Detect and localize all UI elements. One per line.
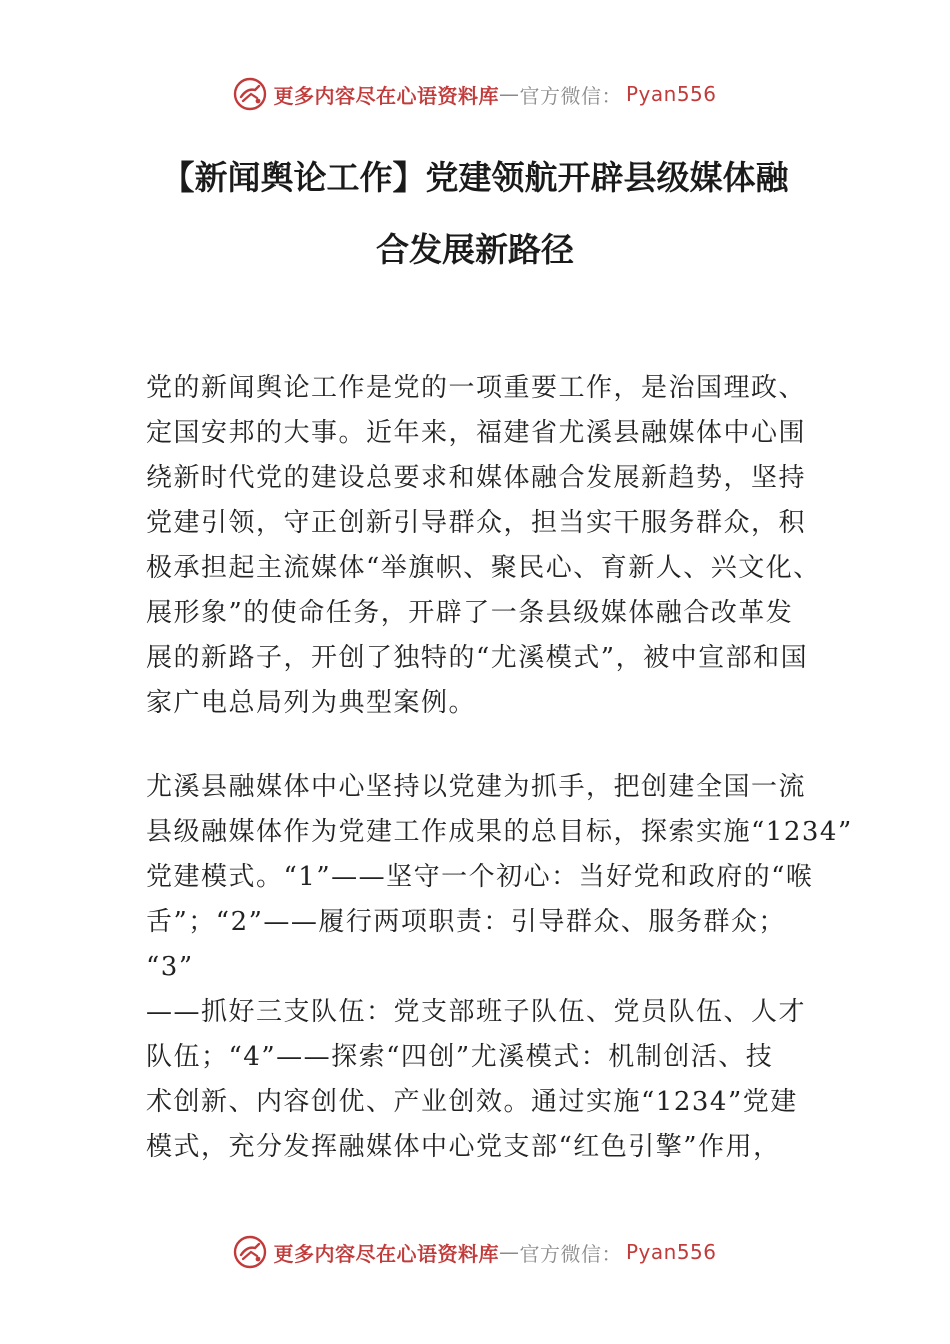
header-banner: [0, 74, 950, 114]
footer-banner: [0, 1232, 950, 1272]
paragraph-line: 家广电总局列为典型案例。: [146, 688, 477, 718]
banner-wechat-label: 官方微信：: [519, 1241, 622, 1266]
banner-wechat-label: 官方微信：: [519, 83, 622, 108]
banner-dash: —: [498, 1240, 520, 1264]
paragraph-line: 尤溪县融媒体中心坚持以党建为抓手，把创建全国一流: [146, 772, 807, 802]
paragraph-line: 党建模式。“1”——坚守一个初心：当好党和政府的“喉: [146, 862, 814, 892]
paragraph-line: 定国安邦的大事。近年来，福建省尤溪县融媒体中心围: [146, 418, 807, 448]
paragraph-2: [146, 765, 853, 1170]
banner-wechat-id: Pyan556: [625, 1240, 717, 1264]
paragraph-1: [146, 366, 821, 726]
banner-wechat-id: Pyan556: [625, 82, 717, 106]
book-logo-icon: [233, 77, 267, 111]
paragraph-line: 舌”；“2”——履行两项职责：引导群众、服务群众；: [146, 907, 786, 937]
paragraph-line: 展的新路子，开创了独特的“尤溪模式”，被中宣部和国: [146, 643, 809, 673]
paragraph-line: 绕新时代党的建设总要求和媒体融合发展新趋势，坚持: [146, 463, 807, 493]
paragraph-line: 术创新、内容创优、产业创效。通过实施“1234”党建: [146, 1087, 798, 1117]
paragraph-line: ——抓好三支队伍：党支部班子队伍、党员队伍、人才: [146, 997, 807, 1027]
banner-text: 更多内容尽在心语资料库: [273, 83, 499, 108]
paragraph-line: 模式，充分发挥融媒体中心党支部“红色引擎”作用，: [146, 1132, 781, 1162]
paragraph-line: 党的新闻舆论工作是党的一项重要工作，是治国理政、: [146, 373, 807, 403]
paragraph-line: “3”: [146, 952, 194, 982]
document-title-line-1: 【新闻舆论工作】党建领航开辟县级媒体融: [161, 158, 789, 197]
paragraph-line: 党建引领，守正创新引导群众，担当实干服务群众，积: [146, 508, 807, 538]
banner-dash: —: [498, 82, 520, 106]
paragraph-line: 展形象”的使命任务，开辟了一条县级媒体融合改革发: [146, 598, 794, 628]
paragraph-line: 队伍；“4”——探索“四创”尤溪模式：机制创活、技: [146, 1042, 774, 1072]
paragraph-line: 极承担起主流媒体“举旗帜、聚民心、育新人、兴文化、: [146, 553, 821, 583]
banner-text: 更多内容尽在心语资料库: [273, 1241, 499, 1266]
document-title-line-2: 合发展新路径: [376, 230, 574, 269]
paragraph-line: 县级融媒体作为党建工作成果的总目标，探索实施“1234”: [146, 817, 853, 847]
book-logo-icon: [233, 1235, 267, 1269]
